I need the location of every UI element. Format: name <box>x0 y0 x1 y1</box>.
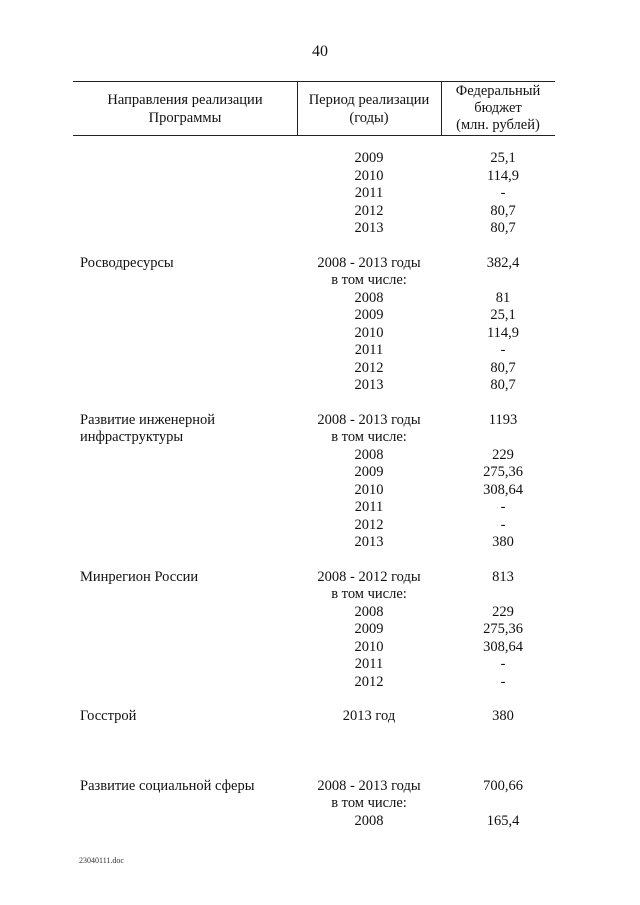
budget-cell: 80,7 <box>490 220 516 236</box>
table-row <box>0 569 640 587</box>
section-spacer <box>0 395 640 412</box>
period-cell: 2013 <box>354 220 384 236</box>
budget-cell: 80,7 <box>490 359 516 376</box>
period-cell: 2010 <box>354 481 384 498</box>
period-cell: 2009 <box>354 150 384 166</box>
budget-cell: 308,64 <box>483 638 523 655</box>
budget-cell: 275,36 <box>483 464 523 480</box>
period-cell: 2012 <box>354 673 384 690</box>
budget-cell: 165,4 <box>486 812 520 829</box>
period-cell: 2008 - 2013 годы <box>317 411 421 428</box>
period-cell: 2008 <box>354 289 384 306</box>
table-row <box>0 604 640 622</box>
table-row <box>0 220 640 238</box>
table-row <box>0 255 640 273</box>
period-cell: 2011 <box>354 185 384 201</box>
table-row <box>0 656 640 674</box>
period-cell: 2013 <box>354 534 384 550</box>
budget-cell: - <box>500 673 506 690</box>
period-cell: в том числе: <box>331 586 407 602</box>
table-row <box>0 290 640 308</box>
table-row <box>0 586 640 604</box>
period-cell: 2012 <box>354 359 384 376</box>
budget-cell: 275,36 <box>483 621 523 637</box>
header-budget-line: бюджет <box>474 100 522 116</box>
table-row <box>0 464 640 482</box>
table-section <box>0 708 640 726</box>
header-period-line: Период реализации <box>308 92 430 108</box>
budget-cell: - <box>500 656 506 672</box>
budget-cell: 813 <box>492 568 514 585</box>
table-row <box>0 272 640 290</box>
header-directions-line: Программы <box>148 110 222 126</box>
budget-cell: 25,1 <box>490 150 516 166</box>
table-row <box>0 342 640 360</box>
section-spacer <box>0 238 640 255</box>
period-cell: 2008 - 2013 годы <box>317 777 421 794</box>
table-row <box>0 429 640 447</box>
period-cell: 2010 <box>354 167 384 184</box>
budget-cell: 382,4 <box>486 254 520 271</box>
section-spacer <box>0 726 640 778</box>
header-budget <box>441 83 555 134</box>
period-cell: 2009 <box>354 307 384 323</box>
period-cell: 2011 <box>354 342 384 358</box>
period-cell: 2013 год <box>342 708 396 724</box>
table-section <box>0 569 640 692</box>
period-cell: 2011 <box>354 499 384 515</box>
table-row <box>0 499 640 517</box>
table-row <box>0 674 640 692</box>
budget-cell: 81 <box>495 289 511 306</box>
table-header-bottom-rule <box>73 135 555 136</box>
direction-name: Госстрой <box>80 708 137 724</box>
budget-cell: 114,9 <box>486 324 520 341</box>
table-row <box>0 185 640 203</box>
period-cell: 2012 <box>354 516 384 533</box>
direction-name: Развитие инженерной <box>80 411 215 428</box>
table-section <box>0 778 640 831</box>
table-section <box>0 255 640 395</box>
table-row <box>0 621 640 639</box>
table-row <box>0 517 640 535</box>
budget-cell: 308,64 <box>483 481 523 498</box>
section-spacer <box>0 552 640 569</box>
header-period <box>297 91 441 127</box>
budget-cell: 25,1 <box>490 307 516 323</box>
table-section <box>0 412 640 552</box>
budget-cell: 80,7 <box>490 202 516 219</box>
header-budget-line: Федеральный <box>455 83 541 99</box>
budget-cell: 1193 <box>488 411 518 428</box>
table-row <box>0 203 640 221</box>
table-row <box>0 778 640 796</box>
header-directions <box>73 91 297 127</box>
period-cell: в том числе: <box>331 272 407 288</box>
period-cell: 2010 <box>354 324 384 341</box>
budget-cell: - <box>500 516 506 533</box>
table-row <box>0 813 640 831</box>
page-number: 40 <box>312 43 328 60</box>
table-row <box>0 168 640 186</box>
table-row <box>0 447 640 465</box>
table-body <box>0 150 640 830</box>
header-budget-line: (млн. рублей) <box>456 117 540 133</box>
header-period-line: (годы) <box>349 110 389 126</box>
period-cell: 2008 <box>354 812 384 829</box>
period-cell: 2008 - 2013 годы <box>317 254 421 271</box>
header-directions-line: Направления реализации <box>107 92 263 108</box>
table-row <box>0 150 640 168</box>
direction-name: Росводресурсы <box>80 254 174 271</box>
table-row <box>0 708 640 726</box>
period-cell: 2008 <box>354 446 384 463</box>
period-cell: в том числе: <box>331 795 407 811</box>
period-cell: 2012 <box>354 202 384 219</box>
period-cell: в том числе: <box>331 429 407 445</box>
table-row <box>0 325 640 343</box>
table-row <box>0 377 640 395</box>
budget-cell: 380 <box>492 708 514 724</box>
budget-cell: 229 <box>492 603 514 620</box>
budget-cell: - <box>500 499 506 515</box>
period-cell: 2013 <box>354 377 384 393</box>
period-cell: 2010 <box>354 638 384 655</box>
table-top-rule <box>73 81 555 82</box>
period-cell: 2008 - 2012 годы <box>317 568 421 585</box>
direction-name: инфраструктуры <box>80 429 184 445</box>
budget-cell: - <box>500 185 506 201</box>
table-section <box>0 150 640 238</box>
budget-cell: 380 <box>492 534 514 550</box>
budget-cell: 229 <box>492 446 514 463</box>
budget-cell: 80,7 <box>490 377 516 393</box>
table-row <box>0 412 640 430</box>
table-row <box>0 482 640 500</box>
budget-cell: 114,9 <box>486 167 520 184</box>
period-cell: 2011 <box>354 656 384 672</box>
table-row <box>0 639 640 657</box>
direction-name: Минрегион России <box>80 568 199 585</box>
period-cell: 2009 <box>354 464 384 480</box>
section-spacer <box>0 691 640 708</box>
table-row <box>0 360 640 378</box>
budget-cell: - <box>500 342 506 358</box>
budget-cell: 700,66 <box>483 777 523 794</box>
table-row <box>0 534 640 552</box>
period-cell: 2009 <box>354 621 384 637</box>
table-row <box>0 307 640 325</box>
table-row <box>0 795 640 813</box>
footer-filename: 23040111.doc <box>79 856 124 865</box>
period-cell: 2008 <box>354 603 384 620</box>
direction-name: Развитие социальной сферы <box>80 777 255 794</box>
